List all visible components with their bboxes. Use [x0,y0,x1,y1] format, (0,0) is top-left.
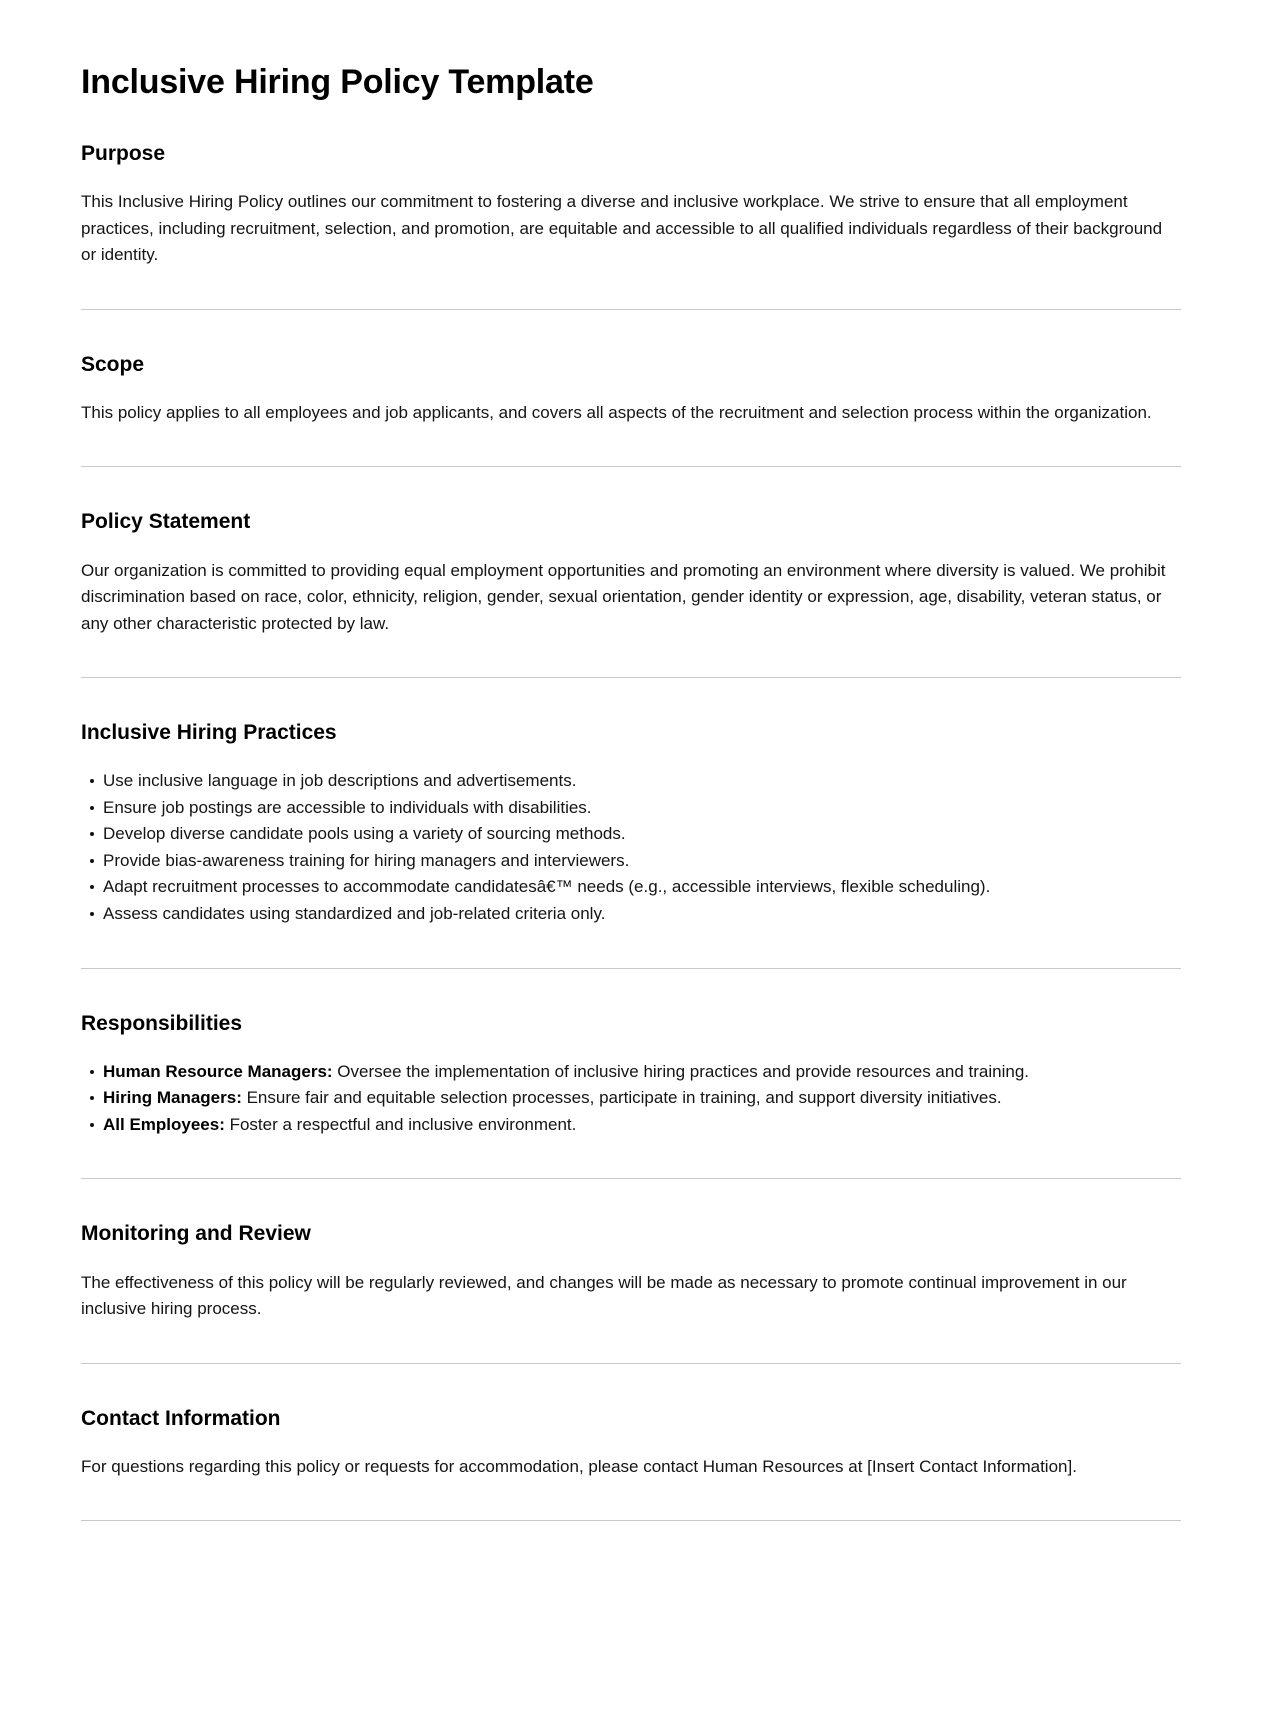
section-contact-information [81,1406,1181,1481]
list-item-text: Foster a respectful and inclusive environment. [224,1114,577,1134]
list-item-text: Assess candidates using standardized and job-related criteria only. [103,903,606,923]
list-item [81,795,1181,822]
list-item-lead: Hiring Managers: [103,1088,242,1108]
list-item-text: Ensure fair and equitable selection processes, participate in training, and support diversity initiatives. [241,1088,1002,1108]
list-item-lead: All Employees: [103,1114,225,1134]
section-body-policy-statement [81,558,1181,638]
spacer [81,426,1181,466]
list-item-text: Use inclusive language in job descriptions and advertisements. [103,771,577,791]
spacer [81,1179,1181,1221]
paragraph-monitoring-and-review: The effectiveness of this policy will be regularly reviewed, and changes will be made as necessary to promote continual improvement in our inclusive hiring process. [81,1272,1127,1319]
paragraph-scope: This policy applies to all employees and job applicants, and covers all aspects of the recruitment and selection process within the organization. [81,402,1152,422]
list-item [81,1112,1181,1139]
section-scope [81,352,1181,427]
section-heading-scope: Scope [81,352,145,376]
section-body-contact-information [81,1454,1181,1481]
section-heading-inclusive-hiring-practices: Inclusive Hiring Practices [81,721,337,745]
section-body-monitoring-and-review [81,1270,1181,1323]
list-item [81,1059,1181,1086]
list-item [81,821,1181,848]
spacer [81,467,1181,509]
section-body-purpose [81,189,1181,269]
section-heading-responsibilities: Responsibilities [81,1011,243,1035]
section-inclusive-hiring-practices [81,720,1181,927]
spacer [81,1364,1181,1406]
list-item [81,768,1181,795]
list-item-text: Ensure job postings are accessible to individuals with disabilities. [103,797,592,817]
paragraph-policy-statement: Our organization is committed to providing equal employment opportunities and promoting an environment where diversity is valued. We prohibit discrimination based on race, color, ethnicity, religion, gender, sexual orientation, gender identity or expression, age, disability, veteran status, or any other characteristic protected by law. [81,560,1166,633]
section-heading-contact-information: Contact Information [81,1406,281,1430]
section-heading-purpose: Purpose [81,141,166,165]
list-item [81,1085,1181,1112]
spacer [81,1521,1181,1721]
list-item-text: Oversee the implementation of inclusive hiring practices and provide resources and training. [332,1061,1029,1081]
list-item [81,848,1181,875]
list-item-lead: Human Resource Managers: [103,1061,333,1081]
list-item [81,874,1181,901]
list-inclusive-hiring-practices [81,768,1181,927]
section-policy-statement [81,509,1181,637]
spacer [81,1480,1181,1520]
section-purpose [81,141,1181,269]
list-item-text: Adapt recruitment processes to accommodate candidatesâ€™ needs (e.g., accessible interviews, flexible scheduling). [103,877,991,897]
section-monitoring-and-review [81,1221,1181,1322]
spacer [81,969,1181,1011]
spacer [81,1138,1181,1178]
section-heading-monitoring-and-review: Monitoring and Review [81,1222,311,1246]
list-item [81,901,1181,928]
paragraph-contact-information: For questions regarding this policy or requests for accommodation, please contact Human Resources at [Insert Contact Information]. [81,1456,1077,1476]
spacer [81,928,1181,968]
list-item-text: Provide bias-awareness training for hiring managers and interviewers. [103,850,630,870]
list-responsibilities [81,1059,1181,1139]
list-item-text: Develop diverse candidate pools using a variety of sourcing methods. [103,824,626,844]
spacer [81,310,1181,352]
spacer [81,637,1181,677]
section-heading-policy-statement: Policy Statement [81,510,251,534]
section-body-scope [81,400,1181,427]
paragraph-purpose: This Inclusive Hiring Policy outlines our commitment to fostering a diverse and inclusive workplace. We strive to ensure that all employment practices, including recruitment, selection, and promotion, are equitable and accessible to all qualified individuals regardless of their background or identity. [81,192,1163,265]
spacer [81,1323,1181,1363]
spacer [81,269,1181,309]
page-title: Inclusive Hiring Policy Template [81,63,594,101]
spacer [81,678,1181,720]
section-responsibilities [81,1011,1181,1139]
